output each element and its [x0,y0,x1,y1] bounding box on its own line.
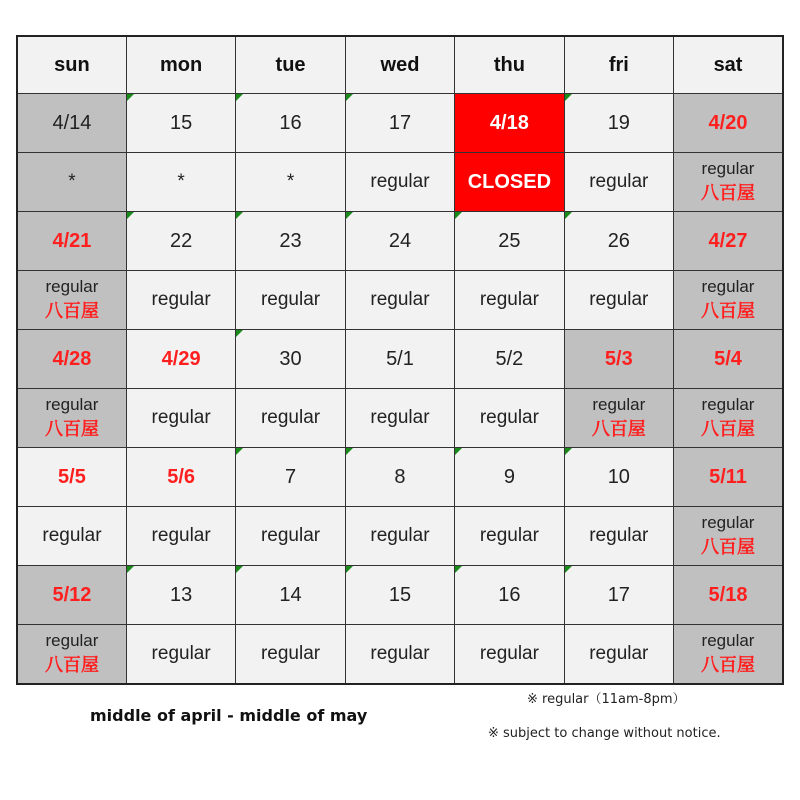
status-cell [674,271,783,330]
date-cell [674,566,783,625]
date-label: 22 [170,229,193,252]
corner-marker-icon [455,212,462,219]
weekday-mon: mon [126,36,235,94]
corner-marker-icon [127,94,134,101]
status-label: regular [701,512,755,532]
corner-marker-icon [346,94,353,101]
status-cell [455,389,564,448]
date-row [17,448,783,507]
status-cell [236,271,345,330]
status-cell [126,507,235,566]
date-cell [345,212,454,271]
status-cell [564,507,673,566]
weekday-fri: fri [564,36,673,94]
status-cell [236,625,345,685]
date-row [17,212,783,271]
date-cell [126,566,235,625]
corner-marker-icon [565,448,572,455]
status-cell [345,389,454,448]
status-label: regular [260,524,321,546]
date-cell [455,566,564,625]
status-row [17,389,783,448]
status-cell [455,153,564,212]
status-label: * [177,170,185,192]
corner-marker-icon [127,212,134,219]
date-cell [674,94,783,153]
status-label: regular [589,170,649,192]
status-cell [345,625,454,685]
date-cell [236,330,345,389]
status-label: regular [45,394,99,414]
status-label: regular [479,288,539,310]
status-label: regular [592,394,646,414]
date-cell [236,94,345,153]
regular-hours-note: ※ regular（11am-8pm） [527,692,686,707]
date-label: 5/2 [495,347,524,370]
greengrocer-label: 八百屋 [44,418,99,439]
status-cell [236,389,345,448]
date-label: 14 [279,583,302,606]
status-label: regular [589,288,649,310]
status-cell [455,625,564,685]
date-label: 15 [170,111,193,134]
status-cell [236,507,345,566]
date-cell [345,448,454,507]
status-cell [674,507,783,566]
date-cell [674,448,783,507]
date-cell [564,94,673,153]
corner-marker-icon [455,448,462,455]
date-label: 24 [388,229,412,252]
date-label: 4/20 [708,111,748,134]
status-cell [17,507,126,566]
weekday-header-row [17,36,783,94]
status-label: regular [151,642,211,664]
date-label: 5/18 [708,583,748,606]
date-cell [455,448,564,507]
status-cell [564,271,673,330]
status-cell [126,389,235,448]
corner-marker-icon [455,566,462,573]
corner-marker-icon [236,566,243,573]
date-label: 30 [279,347,302,370]
corner-marker-icon [236,212,243,219]
date-label: 5/6 [167,465,196,488]
date-cell [674,330,783,389]
status-row [17,153,783,212]
greengrocer-label: 八百屋 [44,654,99,675]
date-label: 26 [607,229,630,252]
date-cell [17,212,126,271]
date-label: 9 [503,465,515,488]
status-cell [674,389,783,448]
status-cell [674,625,783,685]
status-cell [674,153,783,212]
date-cell [236,448,345,507]
date-cell [564,566,673,625]
greengrocer-label: 八百屋 [591,418,646,439]
status-cell [564,153,673,212]
date-cell [345,566,454,625]
status-label: regular [589,642,649,664]
date-label: 23 [279,229,302,252]
greengrocer-label: 八百屋 [701,418,756,439]
date-label: 5/12 [52,583,92,606]
change-notice: ※ subject to change without notice. [488,726,721,741]
weekday-thu: thu [455,36,564,94]
status-label: regular [370,288,430,310]
status-label: regular [45,276,99,296]
status-cell [17,153,126,212]
date-label: 19 [607,111,630,134]
date-label: 5/3 [604,347,633,370]
status-label: regular [479,406,539,428]
date-cell [236,566,345,625]
date-label: 4/18 [489,111,529,134]
status-label: regular [370,406,430,428]
date-label: 5/11 [709,465,747,488]
greengrocer-label: 八百屋 [701,654,756,675]
calendar-body [17,94,783,685]
status-label: regular [701,394,755,414]
date-cell [345,94,454,153]
date-cell [126,448,235,507]
status-label: regular [701,158,755,178]
status-label: regular [701,630,755,650]
date-label: 15 [388,583,412,606]
status-label: regular [260,642,321,664]
corner-marker-icon [565,212,572,219]
date-cell [564,448,673,507]
greengrocer-label: 八百屋 [701,536,756,557]
status-cell [345,271,454,330]
date-label: 4/27 [708,229,748,252]
weekday-wed: wed [345,36,454,94]
date-label: 4/29 [161,347,201,370]
status-cell [17,389,126,448]
weekday-sat: sat [674,36,783,94]
status-label: regular [701,276,755,296]
status-cell [17,625,126,685]
date-label: 4/21 [52,229,92,252]
status-label: * [68,170,76,192]
status-cell [564,389,673,448]
status-cell [345,507,454,566]
status-cell [236,153,345,212]
status-cell [455,507,564,566]
status-row [17,625,783,685]
greengrocer-label: 八百屋 [44,300,99,321]
date-cell [564,212,673,271]
date-label: 17 [388,111,412,134]
date-cell [126,330,235,389]
status-label: * [286,170,295,192]
status-label: regular [42,524,102,546]
status-row [17,507,783,566]
status-cell [345,153,454,212]
date-label: 4/28 [52,347,92,370]
corner-marker-icon [346,212,353,219]
date-cell [126,212,235,271]
date-label: 16 [498,583,521,606]
status-cell [126,625,235,685]
date-cell [564,330,673,389]
weekday-tue: tue [236,36,345,94]
greengrocer-label: 八百屋 [701,300,756,321]
date-row [17,94,783,153]
corner-marker-icon [565,94,572,101]
schedule-calendar [16,35,784,685]
date-cell [674,212,783,271]
status-cell [126,271,235,330]
date-label: 4/14 [52,111,92,134]
corner-marker-icon [565,566,572,573]
status-cell [126,153,235,212]
status-label: regular [260,406,321,428]
date-label: 25 [498,229,521,252]
date-cell [455,94,564,153]
date-cell [17,448,126,507]
date-cell [17,566,126,625]
status-label: regular [370,642,430,664]
date-cell [126,94,235,153]
status-label: regular [370,524,430,546]
status-cell [564,625,673,685]
date-row [17,330,783,389]
corner-marker-icon [236,94,243,101]
corner-marker-icon [236,330,243,337]
status-label: regular [151,406,211,428]
status-label: regular [260,288,321,310]
date-cell [455,330,564,389]
corner-marker-icon [236,448,243,455]
date-label: 5/4 [714,347,742,370]
status-label: regular [45,630,99,650]
date-label: 17 [607,583,630,606]
date-label: 13 [170,583,193,606]
corner-marker-icon [346,566,353,573]
status-row [17,271,783,330]
date-cell [236,212,345,271]
date-label: 16 [279,111,302,134]
greengrocer-label: 八百屋 [701,182,756,203]
date-row [17,566,783,625]
status-label: regular [151,288,211,310]
date-label: 8 [394,465,406,488]
closed-label: CLOSED [467,171,552,193]
corner-marker-icon [127,566,134,573]
corner-marker-icon [346,448,353,455]
status-label: regular [151,524,211,546]
status-cell [455,271,564,330]
date-cell [17,330,126,389]
date-label: 10 [607,465,630,488]
date-label: 7 [284,465,297,488]
date-label: 5/1 [386,347,414,370]
status-label: regular [479,524,539,546]
period-title: middle of april - middle of may [90,706,368,725]
date-cell [345,330,454,389]
status-cell [17,271,126,330]
status-label: regular [589,524,649,546]
date-cell [17,94,126,153]
status-label: regular [370,170,430,192]
weekday-sun: sun [17,36,126,94]
status-label: regular [479,642,539,664]
date-label: 5/5 [58,465,86,488]
date-cell [455,212,564,271]
